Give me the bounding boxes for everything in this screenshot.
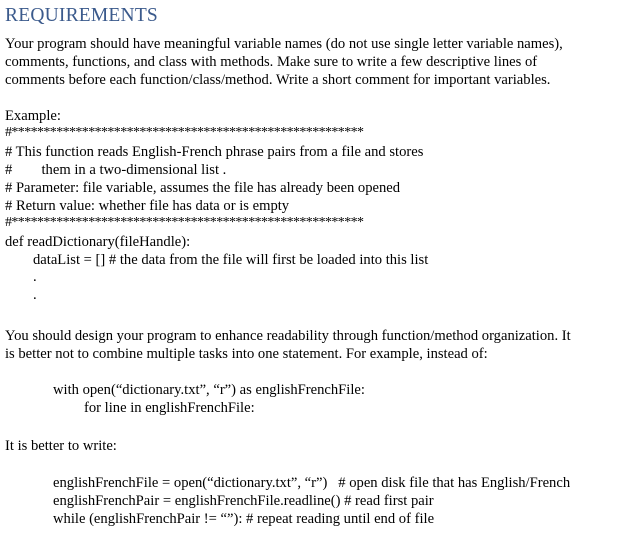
intro-line-3: comments before each function/class/method. Write a short comment for important variables. (5, 72, 551, 88)
instead-code-line-1: with open(“dictionary.txt”, “r”) as englishFrenchFile: (53, 382, 365, 398)
body-line: dataList = [] # the data from the file will first be loaded into this list (33, 252, 429, 268)
comment-line-3: # Parameter: file variable, assumes the file has already been opened (5, 180, 401, 196)
better-code-line-2: englishFrenchPair = englishFrenchFile.readline() # read first pair (53, 493, 434, 509)
comment-line-1: # This function reads English-French phrase pairs from a file and stores (5, 144, 424, 160)
comment-border-top: #******************************************************* (5, 125, 364, 140)
ellipsis-dot-2: . (33, 287, 37, 303)
comment-line-2: # them in a two-dimensional list . (5, 162, 227, 178)
better-code-line-1: englishFrenchFile = open(“dictionary.txt”, “r”) # open disk file that has English/French (53, 475, 571, 491)
def-line: def readDictionary(fileHandle): (5, 234, 191, 250)
example-label: Example: (5, 108, 61, 124)
intro-line-1: Your program should have meaningful variable names (do not use single letter variable names), (5, 36, 563, 52)
instead-code-line-2: for line in englishFrenchFile: (84, 400, 255, 416)
design-line-2: is better not to combine multiple tasks into one statement. For example, instead of: (5, 346, 488, 362)
better-code-line-3: while (englishFrenchPair != “”): # repeat reading until end of file (53, 511, 435, 527)
comment-border-bottom: #******************************************************* (5, 215, 364, 230)
comment-line-4: # Return value: whether file has data or is empty (5, 198, 290, 214)
design-line-1: You should design your program to enhance readability through function/method organization. It (5, 328, 571, 344)
ellipsis-dot-1: . (33, 269, 37, 285)
better-label: It is better to write: (5, 438, 117, 454)
intro-line-2: comments, functions, and class with methods. Make sure to write a few descriptive lines of (5, 54, 538, 70)
section-heading: REQUIREMENTS (5, 5, 158, 26)
